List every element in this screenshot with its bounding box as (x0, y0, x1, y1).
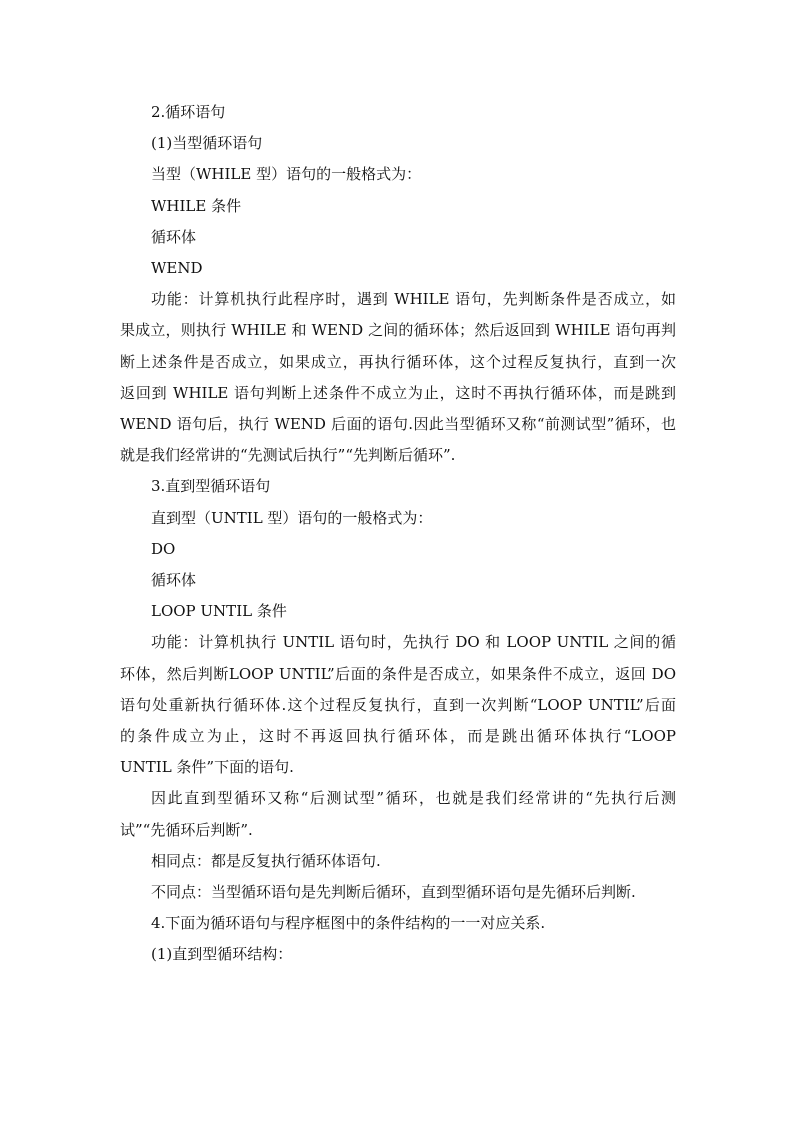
until-code-line-3: LOOP UNTIL 条件 (151, 602, 287, 620)
similarities-line: 相同点：都是反复执行循环体语句. (151, 852, 381, 870)
while-code-line-1: WHILE 条件 (151, 197, 242, 215)
while-format-intro: 当型（WHILE 型）语句的一般格式为： (151, 165, 422, 183)
section-heading-correspondence: 4.下面为循环语句与程序框图中的条件结构的一一对应关系. (151, 914, 546, 932)
differences-line: 不同点：当型循环语句是先判断后循环，直到型循环语句是先循环后判断. (151, 883, 636, 901)
subheading-while-loop: (1)当型循环语句 (151, 134, 263, 152)
while-code-line-2: 循环体 (151, 228, 197, 246)
until-summary-line-1: 因此直到型循环又称“后测试型”循环，也就是我们经常讲的“先执行后测 (151, 789, 676, 807)
while-function-line-3: 断上述条件是否成立，如果成立，再执行循环体，这个过程反复执行，直到一次 (120, 353, 676, 371)
while-function-line-1: 功能：计算机执行此程序时，遇到 WHILE 语句，先判断条件是否成立，如 (151, 290, 676, 308)
until-summary-line-2: 试”“先循环后判断”. (120, 821, 253, 839)
while-function-line-6: 就是我们经常讲的“先测试后执行”“先判断后循环”. (120, 446, 456, 464)
until-function-line-2: 环体，然后判断LOOP UNTIL”后面的条件是否成立，如果条件不成立，返回 DO (120, 665, 676, 683)
until-function-line-1: 功能：计算机执行 UNTIL 语句时，先执行 DO 和 LOOP UNTIL 之间的循 (151, 633, 676, 651)
until-code-line-1: DO (151, 540, 176, 558)
section-heading-until-loop: 3.直到型循环语句 (151, 477, 271, 495)
until-format-intro: 直到型（UNTIL 型）语句的一般格式为： (151, 509, 433, 527)
while-function-line-4: 返回到 WHILE 语句判断上述条件不成立为止，这时不再执行循环体，而是跳到 (120, 384, 676, 402)
until-code-line-2: 循环体 (151, 571, 197, 589)
until-function-line-4: 的条件成立为止，这时不再返回执行循环体，而是跳出循环体执行“LOOP (120, 727, 676, 745)
while-function-line-5: WEND 语句后，执行 WEND 后面的语句.因此当型循环又称“前测试型”循环，也 (120, 415, 676, 433)
until-function-line-3: 语句处重新执行循环体.这个过程反复执行，直到一次判断“LOOP UNTIL”后面 (120, 696, 676, 714)
until-function-line-5: UNTIL 条件”下面的语句. (120, 758, 294, 776)
while-function-line-2: 果成立，则执行 WHILE 和 WEND 之间的循环体；然后返回到 WHILE 语句再判 (120, 321, 676, 339)
subheading-until-structure: (1)直到型循环结构： (151, 945, 293, 963)
section-heading-loop-statements: 2.循环语句 (151, 103, 226, 121)
while-code-line-3: WEND (151, 259, 203, 277)
